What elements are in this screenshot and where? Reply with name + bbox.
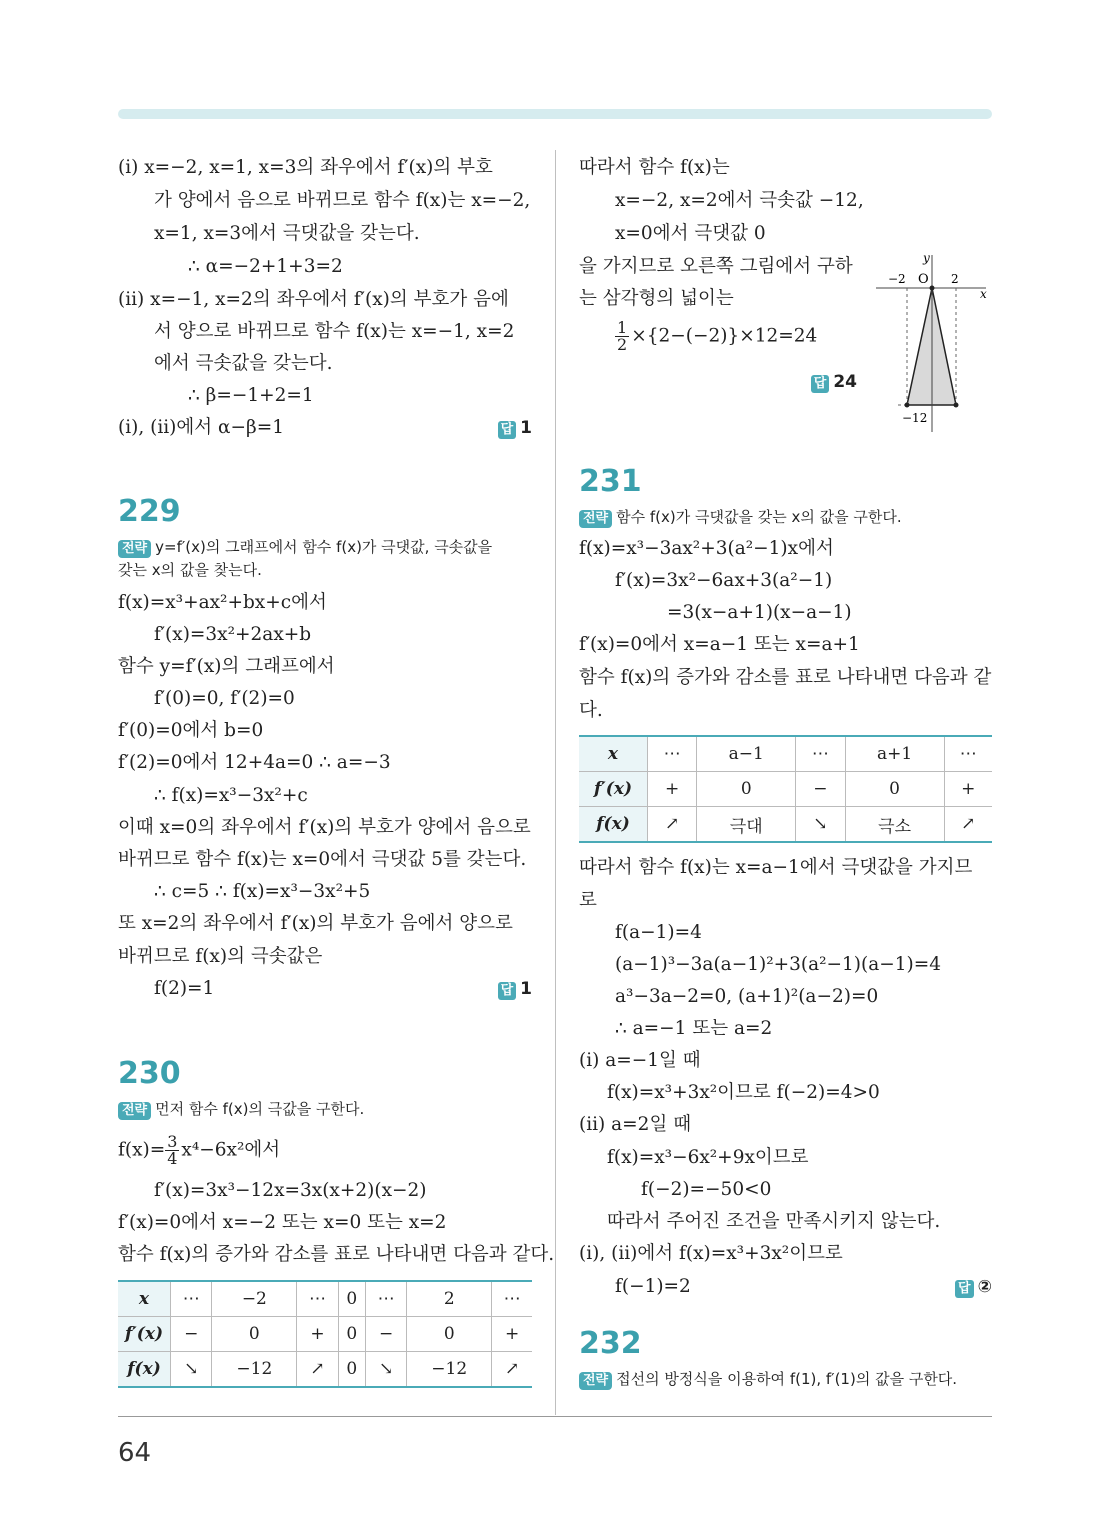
table-row: [118, 1281, 532, 1317]
table-cell: x: [579, 736, 648, 772]
text-line: 따라서 주어진 조건을 만족시키지 않는다.: [607, 1211, 941, 1232]
table-cell: 0: [407, 1317, 492, 1352]
answer-badge: [811, 372, 857, 393]
table-cell: ↘: [171, 1352, 212, 1388]
text-line: x=−2, x=2에서 극솟값 −12,: [615, 190, 864, 211]
text-line: f′(x)=3x²+2ax+b: [154, 624, 312, 645]
text-line: 가 양에서 음으로 바뀌므로 함수 f(x)는 x=−2,: [154, 190, 531, 211]
table-cell: ↘: [796, 807, 845, 843]
answer-label: 답: [498, 982, 517, 1000]
table-cell: +: [297, 1317, 338, 1352]
text-line: [615, 320, 817, 353]
table-cell: x: [118, 1281, 171, 1317]
table-row: [579, 772, 992, 807]
text-line: ∴ β=−1+2=1: [188, 385, 314, 406]
point: [905, 403, 910, 408]
y-axis-label: y: [923, 251, 930, 265]
table-cell: 극대: [697, 807, 796, 843]
answer-value: ②: [977, 1277, 992, 1297]
table-cell: ↗: [492, 1352, 532, 1388]
table-cell: a−1: [697, 736, 796, 772]
text-line: 따라서 함수 f(x)는 x=a−1에서 극댓값을 가지므: [579, 857, 973, 878]
strategy-231: [579, 506, 902, 528]
strategy-text: 접선의 방정식을 이용하여 f(1), f′(1)의 값을 구한다.: [616, 1370, 958, 1388]
table-230: [118, 1280, 532, 1388]
table-cell: ⋯: [492, 1281, 532, 1317]
problem-number-230: 230: [118, 1056, 181, 1091]
table-cell: 0: [338, 1281, 365, 1317]
footer-line: [118, 1416, 992, 1417]
answer-badge: [498, 979, 532, 1000]
formula-part: f(x)=: [118, 1139, 166, 1161]
text-line: ∴ c=5 ∴ f(x)=x³−3x²+5: [154, 881, 371, 902]
text-line: (ⅱ) a=2일 때: [579, 1114, 692, 1135]
answer-label: 답: [955, 1280, 974, 1298]
text-line: f(x)=x³+3x²이므로 f(−2)=4>0: [607, 1082, 880, 1103]
table-231: [579, 735, 992, 843]
table-cell: 0: [338, 1317, 365, 1352]
formula-part: x⁴−6x²에서: [181, 1139, 281, 1161]
fraction-denominator: 4: [167, 1149, 178, 1168]
text-line: 함수 f(x)의 증가와 감소를 표로 나타내면 다음과 같: [579, 667, 992, 688]
text-line: 서 양으로 바뀌므로 함수 f(x)는 x=−1, x=2: [154, 321, 515, 342]
text-line: f(−2)=−50<0: [641, 1179, 772, 1200]
strategy-text: 함수 f(x)가 극댓값을 갖는 x의 값을 구한다.: [616, 508, 902, 526]
origin-label: O: [918, 272, 929, 287]
answer-label: 답: [811, 375, 830, 393]
table-cell: a+1: [845, 736, 944, 772]
triangle-graph: [876, 250, 992, 440]
table-cell: 극소: [845, 807, 944, 843]
text-line: f′(0)=0, f′(2)=0: [154, 688, 295, 709]
text-line: f′(0)=0에서 b=0: [118, 720, 264, 741]
point: [930, 286, 935, 291]
problem-number-232: 232: [579, 1326, 642, 1361]
fraction-numerator: 1: [617, 318, 628, 337]
text-line: ∴ α=−2+1+3=2: [188, 256, 343, 277]
table-cell: ⋯: [297, 1281, 338, 1317]
column-divider: [555, 150, 556, 1415]
table-row: [579, 807, 992, 843]
text-line: (a−1)³−3a(a−1)²+3(a²−1)(a−1)=4: [615, 954, 942, 975]
table-cell: +: [944, 772, 992, 807]
formula-part: ×{2−(−2)}×12=24: [631, 325, 818, 347]
text-line: f′(2)=0에서 12+4a=0 ∴ a=−3: [118, 752, 391, 773]
strategy-badge: 전략: [579, 1372, 612, 1390]
table-cell: −2: [212, 1281, 297, 1317]
table-cell: ⋯: [365, 1281, 406, 1317]
strategy-badge: 전략: [118, 1102, 151, 1120]
answer-value: 1: [520, 979, 532, 999]
text-line: x=1, x=3에서 극댓값을 갖는다.: [154, 223, 420, 244]
table-cell: ⋯: [648, 736, 697, 772]
table-cell: 0: [845, 772, 944, 807]
table-cell: 0: [212, 1317, 297, 1352]
table-row: [579, 736, 992, 772]
table-cell: ↗: [648, 807, 697, 843]
table-cell: ↗: [944, 807, 992, 843]
strategy-230: [118, 1098, 364, 1120]
tick-label: −2: [888, 272, 906, 286]
x-axis-label: x: [980, 287, 987, 301]
text-line: =3(x−a+1)(x−a−1): [667, 602, 852, 623]
strategy-text: 먼저 함수 f(x)의 극값을 구한다.: [155, 1100, 365, 1118]
text-line: 을 가지므로 오른쪽 그림에서 구하: [579, 256, 853, 277]
table-cell: −12: [407, 1352, 492, 1388]
text-line: [118, 1134, 280, 1167]
text-line: 로: [579, 890, 597, 911]
table-cell: −: [796, 772, 845, 807]
text-line: 는 삼각형의 넓이는: [579, 288, 734, 309]
text-line: f′(x)=3x²−6ax+3(a²−1): [615, 570, 833, 591]
table-cell: +: [648, 772, 697, 807]
table-cell: f′(x): [118, 1317, 171, 1352]
answer-badge: [498, 418, 532, 439]
text-line: x=0에서 극댓값 0: [615, 223, 766, 244]
text-line: 에서 극솟값을 갖는다.: [154, 353, 333, 374]
text-line: 이때 x=0의 좌우에서 f′(x)의 부호가 양에서 음으로: [118, 817, 531, 838]
text-line: f′(x)=3x³−12x=3x(x+2)(x−2): [154, 1180, 427, 1201]
table-cell: f(x): [579, 807, 648, 843]
text-line: 바뀌므로 함수 f(x)는 x=0에서 극댓값 5를 갖는다.: [118, 849, 527, 870]
text-line: f(a−1)=4: [615, 922, 702, 943]
text-line: (ⅰ) x=−2, x=1, x=3의 좌우에서 f′(x)의 부호: [118, 157, 493, 178]
point: [954, 403, 959, 408]
text-line: 바뀌므로 f(x)의 극솟값은: [118, 946, 323, 967]
fraction: [165, 1134, 179, 1167]
page-number: 64: [118, 1438, 152, 1468]
strategy-badge: 전략: [579, 510, 612, 528]
text-line: f(x)=x³−6x²+9x이므로: [607, 1147, 809, 1168]
header-bar: [118, 109, 992, 119]
table-cell: −: [171, 1317, 212, 1352]
table-cell: ↗: [297, 1352, 338, 1388]
strategy-229-cont: 갖는 x의 값을 찾는다.: [118, 561, 262, 579]
text-line: ∴ a=−1 또는 a=2: [615, 1018, 773, 1039]
text-line: 함수 f(x)의 증가와 감소를 표로 나타내면 다음과 같다.: [118, 1244, 555, 1265]
text-line: (ⅱ) x=−1, x=2의 좌우에서 f′(x)의 부호가 음에: [118, 289, 509, 310]
table-row: [118, 1317, 532, 1352]
table-cell: 0: [697, 772, 796, 807]
table-row: [118, 1352, 532, 1388]
text-line: 또 x=2의 좌우에서 f′(x)의 부호가 음에서 양으로: [118, 913, 513, 934]
text-line: f′(x)=0에서 x=a−1 또는 x=a+1: [579, 634, 860, 655]
table-cell: ⋯: [171, 1281, 212, 1317]
answer-badge: [955, 1277, 992, 1298]
text-line: (ⅰ), (ⅱ)에서 α−β=1: [118, 417, 284, 438]
tick-label: −12: [902, 411, 928, 425]
text-line: (ⅰ), (ⅱ)에서 f(x)=x³+3x²이므로: [579, 1243, 843, 1264]
answer-value: 1: [520, 418, 532, 438]
table-cell: f(x): [118, 1352, 171, 1388]
problem-number-229: 229: [118, 494, 181, 529]
answer-label: 답: [498, 421, 517, 439]
problem-number-231: 231: [579, 464, 642, 499]
answer-value: 24: [833, 372, 857, 392]
table-cell: 0: [338, 1352, 365, 1388]
fraction-denominator: 2: [617, 335, 628, 354]
strategy-text: y=f′(x)의 그래프에서 함수 f(x)가 극댓값, 극솟값을: [155, 538, 493, 556]
fraction: [615, 320, 629, 353]
text-line: a³−3a−2=0, (a+1)²(a−2)=0: [615, 986, 879, 1007]
table-cell: 2: [407, 1281, 492, 1317]
text-line: ∴ f(x)=x³−3x²+c: [154, 785, 308, 806]
tick-label: 2: [951, 272, 959, 286]
table-cell: +: [492, 1317, 532, 1352]
table-cell: ⋯: [796, 736, 845, 772]
table-cell: ↘: [365, 1352, 406, 1388]
strategy-232: [579, 1368, 957, 1390]
table-cell: −12: [212, 1352, 297, 1388]
text-line: 함수 y=f′(x)의 그래프에서: [118, 656, 335, 677]
text-line: f(x)=x³+ax²+bx+c에서: [118, 592, 327, 613]
text-line: 따라서 함수 f(x)는: [579, 157, 730, 178]
table-cell: −: [365, 1317, 406, 1352]
strategy-229: [118, 536, 492, 558]
text-line: f(x)=x³−3ax²+3(a²−1)x에서: [579, 538, 834, 559]
text-line: (ⅰ) a=−1일 때: [579, 1050, 701, 1071]
text-line: f(2)=1: [154, 978, 215, 999]
strategy-badge: 전략: [118, 540, 151, 558]
table-cell: ⋯: [944, 736, 992, 772]
text-line: 다.: [579, 700, 603, 721]
text-line: f(−1)=2: [615, 1276, 691, 1297]
table-cell: f′(x): [579, 772, 648, 807]
text-line: f′(x)=0에서 x=−2 또는 x=0 또는 x=2: [118, 1212, 447, 1233]
fraction-numerator: 3: [167, 1132, 178, 1151]
